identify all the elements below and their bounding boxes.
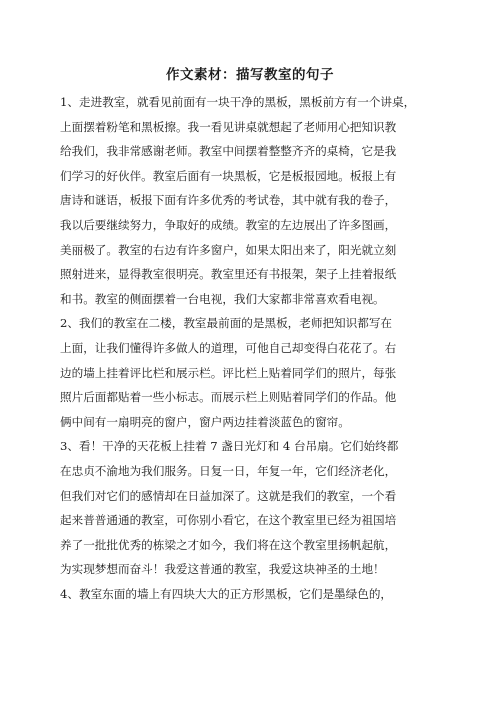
document-title: 作文素材：描写教室的句子	[166, 67, 334, 83]
text-line: 我以后要继续努力，争取好的成绩。教室的左边展出了许多图画，	[60, 218, 397, 232]
text-line: 照射进来，显得教室很明亮。教室里还有书报架，架子上挂着报纸	[60, 267, 397, 282]
text-line: 3、看！干净的天花板上挂着 7 盏日光灯和 4 台吊扇。它们始终都	[60, 439, 399, 454]
text-line: 上面摆着粉笔和黑板擦。我一看见讲桌就想起了老师用心把知识教	[60, 119, 397, 134]
text-line: 1、走进教室，就看见前面有一块干净的黑板，黑板前方有一个讲桌，	[60, 95, 416, 109]
text-line: 养了一批批优秀的栋梁之才如今，我们将在这个教室里扬帆起航，	[60, 537, 397, 552]
text-line: 俩中间有一扇明亮的窗户，窗户两边挂着淡蓝色的窗帘。	[60, 414, 350, 429]
text-line: 给我们，我非常感谢老师。教室中间摆着整整齐齐的桌椅，它是我	[60, 144, 397, 159]
text-line: 为实现梦想而奋斗！我爱这普通的教室，我爱这块神圣的土地！	[60, 562, 385, 577]
text-line: 在忠贞不渝地为我们服务。日复一日，年复一年，它们经济老化，	[60, 464, 397, 478]
text-line: 上面，让我们懂得许多做人的道理，可他自己却变得白花花了。右	[60, 341, 397, 355]
text-line: 和书。教室的侧面摆着一台电视，我们大家都非常喜欢看电视。	[60, 291, 385, 306]
text-line: 起来普普通通的教室，可你别小看它，在这个教室里已经为祖国培	[60, 513, 397, 528]
text-line: 4、教室东面的墙上有四块大大的正方形黑板，它们是墨绿色的，	[60, 587, 393, 601]
text-line: 但我们对它们的感情却在日益加深了。这就是我们的教室，一个看	[60, 488, 397, 503]
text-line: 2、我们的教室在二楼，教室最前面的是黑板，老师把知识都写在	[60, 316, 393, 331]
text-line: 们学习的好伙伴。教室后面有一块黑板，它是板报园地。板报上有	[60, 168, 397, 183]
text-line: 边的墙上挂着评比栏和展示栏。评比栏上贴着同学们的照片，每张	[60, 365, 397, 380]
text-line: 照片后面都贴着一些小标志。而展示栏上则贴着同学们的作品。他	[60, 390, 397, 405]
text-line: 美丽极了。教室的右边有许多窗户，如果太阳出来了，阳光就立刻	[60, 242, 397, 257]
text-line: 唐诗和谜语，板报下面有许多优秀的考试卷，其中就有我的卷子，	[60, 193, 397, 208]
